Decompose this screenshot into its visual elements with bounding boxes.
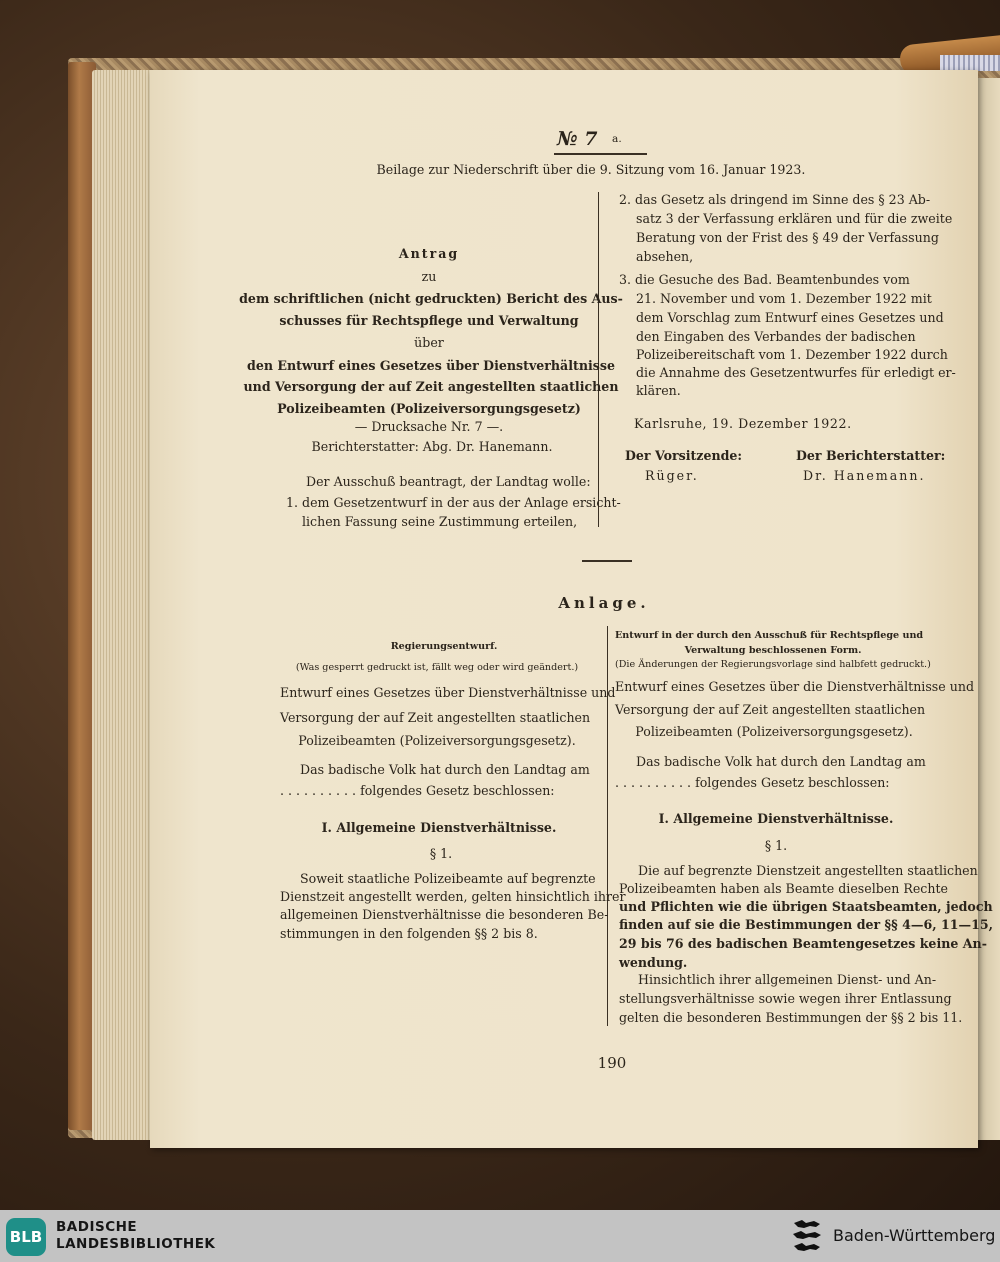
vorsitzende-name: Rüger. [645, 468, 699, 483]
left-title-3: Polizeibeamten (Polizeiversorgungsgesetz). [298, 733, 576, 748]
ausschuss-head-1: Entwurf in der durch den Ausschuß für Rechtspflege und [615, 630, 924, 641]
antrag-item1-a: 1. dem Gesetzentwurf in der aus der Anlage ersicht- [286, 495, 621, 510]
ausschuss-beantragt: Der Ausschuß beantragt, der Landtag wolle: [306, 474, 591, 489]
right-para-7: Hinsichtlich ihrer allgemeinen Dienst- und An- [638, 972, 937, 987]
right-para-1: Die auf begrenzte Dienstzeit angestellten staatlichen [638, 863, 978, 878]
left-para-2: Dienstzeit angestellt werden, gelten hinsichtlich ihrer [280, 889, 626, 904]
antrag-item3-a: 3. die Gesuche des Bad. Beamtenbundes vom [619, 272, 910, 287]
berichterstatter-label: Der Berichterstatter: [796, 448, 946, 463]
page-number: 190 [597, 1054, 627, 1072]
right-para-5: 29 bis 76 des badischen Beamtengesetzes keine An- [619, 936, 987, 951]
page-tab-strip [940, 55, 1000, 71]
number-underline [554, 153, 647, 155]
antrag-line2: schusses für Rechtspflege und Verwaltung [279, 313, 579, 328]
library-name[interactable] [56, 1219, 215, 1253]
antrag-item3-g: klären. [636, 383, 681, 398]
left-volk-2: . . . . . . . . . . folgendes Gesetz beschlossen: [280, 783, 555, 798]
drucksache: — Drucksache Nr. 7 —. [354, 419, 504, 434]
right-para-3: und Pflichten wie die übrigen Staatsbeamten, jedoch [619, 899, 993, 914]
right-para-6: wendung. [619, 955, 688, 970]
vorsitzende-label: Der Vorsitzende: [625, 448, 743, 463]
antrag-item3-b: 21. November und vom 1. Dezember 1922 mit [636, 291, 932, 306]
antrag-item2-b: satz 3 der Verfassung erklären und für die zweite [636, 211, 953, 226]
state-name[interactable]: Baden-Württemberg [833, 1226, 996, 1245]
right-para-4: finden auf sie die Bestimmungen der §§ 4—6, 11—15, [619, 917, 994, 932]
anlage-title: Anlage. [558, 594, 650, 612]
left-title-1: Entwurf eines Gesetzes über Dienstverhältnisse und [280, 685, 616, 700]
antrag-item3-c: dem Vorschlag zum Entwurf eines Gesetzes und [636, 310, 944, 325]
antrag-title: Antrag [398, 246, 460, 261]
antrag-ueber: über [414, 335, 444, 350]
right-para-9: gelten die besonderen Bestimmungen der §§ 2 bis 11. [619, 1010, 963, 1025]
document-number: № 7 [557, 128, 598, 150]
ausschuss-note: (Die Änderungen der Regierungsvorlage sind halbfett gedruckt.) [615, 659, 931, 670]
left-paragraph-number: § 1. [429, 846, 453, 861]
ausschuss-head-2: Verwaltung beschlossenen Form. [684, 645, 862, 656]
left-section-title: I. Allgemeine Dienstverhältnisse. [321, 820, 557, 835]
right-title-2: Versorgung der auf Zeit angestellten staatlichen [615, 702, 926, 717]
document-number-suffix: a. [612, 133, 622, 145]
antrag-item3-f: die Annahme des Gesetzentwurfes für erledigt er- [636, 365, 956, 380]
left-title-2: Versorgung der auf Zeit angestellten staatlichen [280, 710, 591, 725]
right-para-8: stellungsverhältnisse sowie wegen ihrer Entlassung [619, 991, 952, 1006]
antrag-line3: den Entwurf eines Gesetzes über Dienstverhältnisse [247, 358, 615, 373]
right-title-1: Entwurf eines Gesetzes über die Dienstverhältnisse und [615, 679, 975, 694]
left-volk-1: Das badische Volk hat durch den Landtag am [300, 762, 590, 777]
left-para-4: stimmungen in den folgenden §§ 2 bis 8. [280, 926, 538, 941]
section-separator [582, 560, 632, 562]
library-name-line1: BADISCHE [56, 1219, 138, 1235]
regierungsentwurf-head: Regierungsentwurf. [390, 641, 498, 652]
left-para-1: Soweit staatliche Polizeibeamte auf begrenzte [300, 871, 596, 886]
blb-logo[interactable]: BLB [6, 1218, 46, 1256]
antrag-item3-e: Polizeibereitschaft vom 1. Dezember 1922 durch [636, 347, 948, 362]
baden-wuerttemberg-lions-icon [790, 1217, 824, 1257]
antrag-item1-b: lichen Fassung seine Zustimmung erteilen, [302, 514, 578, 529]
antrag-line5: Polizeibeamten (Polizeiversorgungsgesetz) [277, 401, 581, 416]
berichterstatter-line: Berichterstatter: Abg. Dr. Hanemann. [311, 439, 553, 454]
place-date: Karlsruhe, 19. Dezember 1922. [634, 416, 852, 431]
antrag-line4: und Versorgung der auf Zeit angestellten staatlichen [243, 379, 619, 394]
right-volk-2: . . . . . . . . . . folgendes Gesetz beschlossen: [615, 775, 890, 790]
right-section-title: I. Allgemeine Dienstverhältnisse. [658, 811, 894, 826]
antrag-item3-d: den Eingaben des Verbandes der badischen [636, 329, 916, 344]
beilage-line: Beilage zur Niederschrift über die 9. Sitzung vom 16. Januar 1923. [376, 162, 806, 177]
antrag-line1: dem schriftlichen (nicht gedruckten) Bericht des Aus- [239, 291, 623, 306]
regierungsentwurf-note: (Was gesperrt gedruckt ist, fällt weg oder wird geändert.) [295, 662, 579, 673]
right-paragraph-number: § 1. [764, 838, 788, 853]
antrag-item2-d: absehen, [636, 249, 694, 264]
berichterstatter-name: Dr. Hanemann. [803, 468, 926, 483]
library-name-line2: LANDESBIBLIOTHEK [56, 1236, 216, 1252]
antrag-zu: zu [421, 269, 437, 284]
footer-bar [0, 1210, 1000, 1262]
right-title-3: Polizeibeamten (Polizeiversorgungsgesetz). [635, 724, 913, 739]
antrag-item2-a: 2. das Gesetz als dringend im Sinne des § 23 Ab- [619, 192, 931, 207]
right-volk-1: Das badische Volk hat durch den Landtag am [636, 754, 926, 769]
antrag-item2-c: Beratung von der Frist des § 49 der Verfassung [636, 230, 939, 245]
left-para-3: allgemeinen Dienstverhältnisse die besonderen Be- [280, 907, 609, 922]
right-para-2: Polizeibeamten haben als Beamte dieselben Rechte [619, 881, 948, 896]
